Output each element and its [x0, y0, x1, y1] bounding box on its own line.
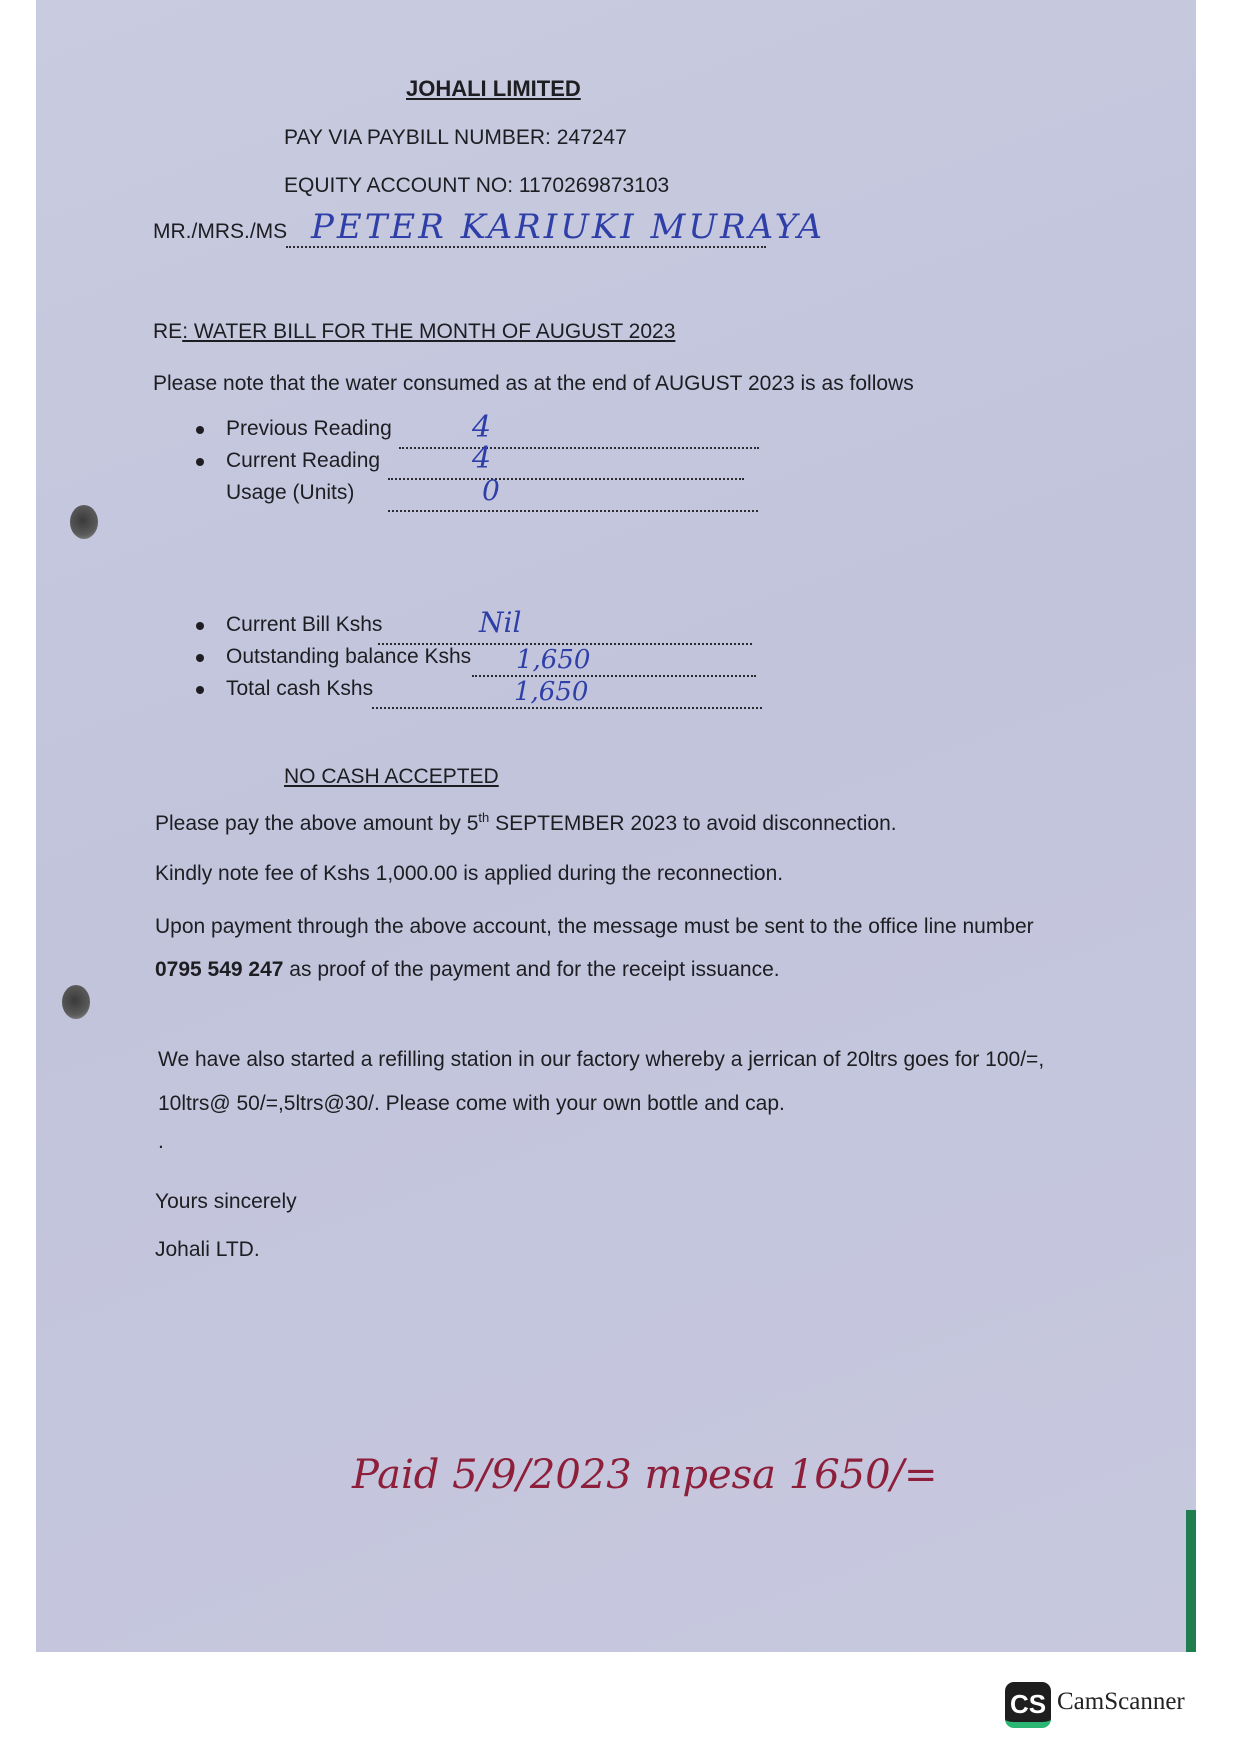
- stray-dot: .: [158, 1130, 164, 1153]
- current-reading-label: Current Reading: [226, 449, 381, 472]
- camscanner-text: CamScanner: [1057, 1688, 1185, 1715]
- usage-dots: [388, 510, 758, 512]
- paid-handwritten-note: Paid 5/9/2023 mpesa 1650/=: [352, 1452, 938, 1498]
- no-cash-heading: NO CASH ACCEPTED: [284, 765, 499, 788]
- usage-value: 0: [482, 474, 500, 507]
- proof-note: as proof of the payment and for the receipt issuance.: [283, 958, 780, 981]
- current-bill-value: Nil: [479, 606, 522, 639]
- bullet: [196, 622, 204, 630]
- previous-reading-label: Previous Reading: [226, 417, 392, 440]
- usage-label: Usage (Units): [226, 481, 355, 504]
- pay-note-superscript: th: [478, 810, 490, 825]
- intro-text: Please note that the water consumed as at the end of AUGUST 2023 is as follows: [153, 372, 914, 395]
- punch-hole: [62, 985, 90, 1019]
- camscanner-logo: CS: [1005, 1682, 1051, 1728]
- re-subject: : WATER BILL FOR THE MONTH OF AUGUST 2023: [182, 320, 676, 343]
- re-line: [153, 320, 675, 344]
- pay-deadline-note: [155, 810, 897, 836]
- upon-payment-note: Upon payment through the above account, the message must be sent to the office line number: [155, 915, 1034, 938]
- bullet: [196, 426, 204, 434]
- outstanding-balance-value: 1,650: [516, 645, 591, 675]
- company-title: JOHALI LIMITED: [406, 76, 581, 101]
- pay-note-start: Please pay the above amount by 5: [155, 812, 479, 835]
- equity-line: EQUITY ACCOUNT NO: 1170269873103: [284, 174, 670, 197]
- customer-name-handwritten: PETER KARIUKI MURAYA: [311, 207, 826, 247]
- re-prefix: RE: [153, 320, 183, 343]
- signoff: Johali LTD.: [155, 1238, 260, 1261]
- closing: Yours sincerely: [155, 1190, 297, 1213]
- proof-line: [155, 958, 780, 982]
- refill-line-2: 10ltrs@ 50/=,5ltrs@30/. Please come with your own bottle and cap.: [158, 1092, 785, 1115]
- office-number: 0795 549 247: [155, 958, 284, 981]
- bullet: [196, 654, 204, 662]
- salutation-label: MR./MRS./MS: [153, 220, 288, 243]
- bullet: [196, 458, 204, 466]
- total-cash-value: 1,650: [514, 677, 589, 707]
- paybill-line: PAY VIA PAYBILL NUMBER: 247247: [284, 126, 627, 149]
- previous-reading-dots: [399, 447, 759, 449]
- total-cash-dots: [372, 707, 762, 709]
- scan-edge: [1186, 1510, 1196, 1652]
- reconnection-fee-note: Kindly note fee of Kshs 1,000.00 is applied during the reconnection.: [155, 862, 784, 885]
- bullet: [196, 686, 204, 694]
- outstanding-balance-label: Outstanding balance Kshs: [226, 645, 472, 668]
- current-reading-dots: [388, 478, 744, 480]
- punch-hole: [70, 505, 98, 539]
- bill-paper: [36, 0, 1196, 1652]
- previous-reading-value: 4: [472, 410, 492, 445]
- refill-line-1: We have also started a refilling station in our factory whereby a jerrican of 20ltrs goes for 100/=,: [158, 1048, 1045, 1071]
- total-cash-label: Total cash Kshs: [226, 677, 374, 700]
- current-bill-label: Current Bill Kshs: [226, 613, 383, 636]
- current-reading-value: 4: [472, 441, 492, 476]
- pay-note-end: SEPTEMBER 2023 to avoid disconnection.: [489, 812, 897, 835]
